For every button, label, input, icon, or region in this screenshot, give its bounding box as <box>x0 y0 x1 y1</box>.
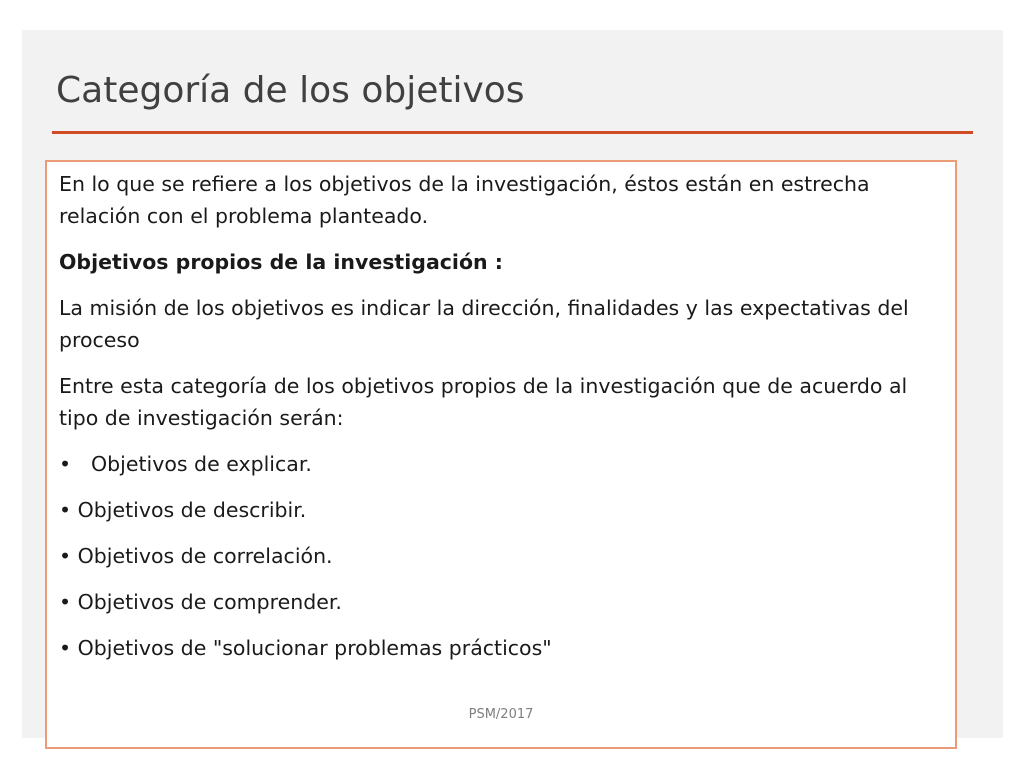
bullet-text: Objetivos de correlación. <box>77 544 333 568</box>
slide-title: Categoría de los objetivos <box>56 70 525 111</box>
bullet-text: Objetivos de describir. <box>77 498 307 522</box>
category-paragraph: Entre esta categoría de los objetivos propios de la investigación que de acuerdo al tipo de investigación serán: <box>59 374 908 430</box>
bullet-item <box>59 494 939 526</box>
bullet-text: Objetivos de "solucionar problemas prácticos" <box>77 636 552 660</box>
footer-label: PSM/2017 <box>468 707 534 722</box>
bullet-icon: • <box>59 452 72 476</box>
bullet-item <box>59 448 939 480</box>
bullet-text: Objetivos de comprender. <box>77 590 342 614</box>
bullet-icon: • <box>59 636 72 660</box>
title-underline <box>52 131 973 134</box>
bullet-icon: • <box>59 544 72 568</box>
mission-paragraph: La misión de los objetivos es indicar la dirección, finalidades y las expectativas del proceso <box>59 296 909 352</box>
bullet-item <box>59 540 939 572</box>
subheading: Objetivos propios de la investigación : <box>59 250 503 274</box>
bullet-item <box>59 632 939 664</box>
bullet-icon: • <box>59 590 72 614</box>
bullet-text: Objetivos de explicar. <box>91 452 312 476</box>
content-text <box>59 168 939 678</box>
intro-paragraph: En lo que se refiere a los objetivos de la investigación, éstos están en estrecha relación con el problema planteado. <box>59 172 870 228</box>
bullet-item <box>59 586 939 618</box>
content-box <box>45 160 957 749</box>
bullet-icon: • <box>59 498 72 522</box>
